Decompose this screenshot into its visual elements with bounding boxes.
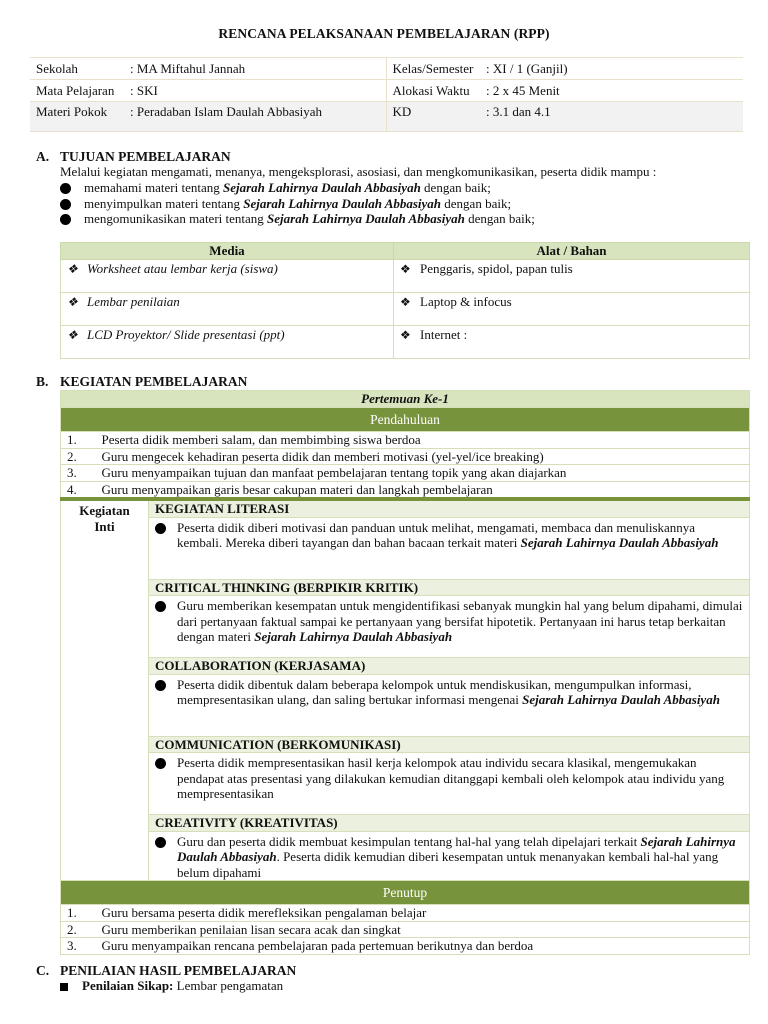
inti-body: Guru memberikan kesempatan untuk mengidentifikasi sebanyak mungkin hal yang belum dipahami, dimulai dari pertanyaan faktual sampai ke pertanyaan yang bersifat hipotetik. Pertanyaan ini harus tetap berkaitan dengan materi Sejarah Lahirnya Daulah Abbasiyah [149,596,750,658]
media-item: Lembar penilaian [87,294,180,309]
document-title: RENCANA PELAKSANAAN PEMBELAJARAN (RPP) [218,26,550,41]
identity-row [30,58,743,80]
section-a-heading [36,149,231,165]
step-text: Guru menyampaikan tujuan dan manfaat pembelajaran tentang topik yang akan diajarkan [96,465,750,482]
meeting-label: Pertemuan Ke-1 [61,391,750,408]
inti-subheading: KEGIATAN LITERASI [149,499,750,517]
alat-item: Penggaris, spidol, papan tulis [420,261,573,276]
assessment-item [60,978,283,994]
objectives-intro: Melalui kegiatan mengamati, menanya, mengeksplorasi, asosiasi, dan mengkomunikasikan, peserta didik mampu : [60,164,657,179]
identity-value: : MA Miftahul Jannah [124,58,386,80]
identity-row [30,102,743,132]
identity-value: : 3.1 dan 4.1 [480,102,743,132]
table-row [61,326,750,359]
table-row [61,905,750,922]
alat-item: Laptop & infocus [420,294,512,309]
activity-table [60,390,750,955]
inti-body: Peserta didik mempresentasikan hasil kerja kelompok atau individu secara klasikal, mengemukakan pendapat atas presentasi yang dilakukan kemudian ditanggapi kembali oleh kelompok atau individu yang mempresentasikan [149,753,750,815]
section-title: TUJUAN PEMBELAJARAN [60,149,231,164]
step-text: Guru bersama peserta didik merefleksikan pengalaman belajar [96,905,750,922]
table-row [61,938,750,955]
section-number: C. [36,963,50,978]
identity-label: KD [386,102,480,132]
bullet-icon [155,837,166,848]
identity-label: Materi Pokok [30,102,124,132]
diamond-bullet-icon: ❖ [67,328,78,342]
media-table [60,242,750,359]
table-row [61,481,750,499]
identity-label: Mata Pelajaran [30,80,124,102]
inti-body: Peserta didik dibentuk dalam beberapa kelompok untuk mendiskusikan, mengumpulkan informasi, mempresentasikan ulang, dan saling bertukar informasi mengenai Sejarah Lahirnya Daulah Abbasiyah [149,674,750,736]
step-number: 2. [61,921,96,938]
section-number: A. [36,149,50,164]
table-row [61,293,750,326]
inti-body: Peserta didik diberi motivasi dan panduan untuk melihat, mengamati, membaca dan menuliskannya kembali. Mereka diberi tayangan dan bahan bacaan terkait materi Sejarah Lahirnya Daulah Abbasiyah [149,517,750,579]
list-item: mengomunikasikan materi tentang Sejarah Lahirnya Daulah Abbasiyah dengan baik; [60,211,535,227]
kegiatan-inti-label: Kegiatan Inti [61,499,149,881]
table-row [61,465,750,482]
diamond-bullet-icon: ❖ [400,262,411,276]
section-c-heading [36,963,296,979]
bullet-icon [155,680,166,691]
inti-subheading: COLLABORATION (KERJASAMA) [149,658,750,675]
inti-body: Guru dan peserta didik membuat kesimpulan tentang hal-hal yang telah dipelajari terkait Sejarah Lahirnya Daulah Abbasiyah. Peserta didik kemudian diberi kesempatan untuk menanyakan kembali hal-hal yang belum dipahami [149,831,750,881]
inti-subheading: CRITICAL THINKING (BERPIKIR KRITIK) [149,579,750,596]
step-text: Guru memberikan penilaian lisan secara acak dan singkat [96,921,750,938]
alat-item: Internet : [420,327,468,342]
assessment-value: Lembar pengamatan [173,978,284,993]
step-number: 3. [61,465,96,482]
inti-subheading: COMMUNICATION (BERKOMUNIKASI) [149,736,750,753]
section-title: PENILAIAN HASIL PEMBELAJARAN [60,963,297,978]
step-number: 1. [61,905,96,922]
identity-table [30,57,743,132]
alat-header: Alat / Bahan [394,243,750,260]
media-item: Worksheet atau lembar kerja (siswa) [87,261,278,276]
list-item: menyimpulkan materi tentang Sejarah Lahirnya Daulah Abbasiyah dengan baik; [60,196,535,212]
list-item: memahami materi tentang Sejarah Lahirnya Daulah Abbasiyah dengan baik; [60,180,535,196]
bullet-icon [155,601,166,612]
section-number: B. [36,374,49,389]
diamond-bullet-icon: ❖ [67,262,78,276]
identity-value: : SKI [124,80,386,102]
bullet-icon [60,199,71,210]
step-number: 2. [61,448,96,465]
step-text: Guru menyampaikan garis besar cakupan materi dan langkah pembelajaran [96,481,750,499]
phase-penutup: Penutup [61,881,750,905]
identity-value: : 2 x 45 Menit [480,80,743,102]
bullet-icon [155,758,166,769]
table-row [61,260,750,293]
bullet-icon [60,214,71,225]
diamond-bullet-icon: ❖ [400,295,411,309]
inti-subheading: CREATIVITY (KREATIVITAS) [149,815,750,832]
step-number: 3. [61,938,96,955]
step-number: 1. [61,432,96,449]
section-b-heading [36,374,247,390]
media-header: Media [61,243,394,260]
step-text: Guru mengecek kehadiran peserta didik dan memberi motivasi (yel-yel/ice breaking) [96,448,750,465]
media-item: LCD Proyektor/ Slide presentasi (ppt) [87,327,285,342]
table-row [61,432,750,449]
assessment-label: Penilaian Sikap: [82,978,174,993]
identity-label: Alokasi Waktu [386,80,480,102]
objectives-list [60,180,535,227]
step-text: Peserta didik memberi salam, dan membimbing siswa berdoa [96,432,750,449]
diamond-bullet-icon: ❖ [400,328,411,342]
identity-label: Kelas/Semester [386,58,480,80]
table-row [61,448,750,465]
identity-value: : XI / 1 (Ganjil) [480,58,743,80]
phase-pendahuluan: Pendahuluan [61,408,750,432]
step-number: 4. [61,481,96,499]
table-row [61,921,750,938]
bullet-icon [155,523,166,534]
identity-row [30,80,743,102]
identity-label: Sekolah [30,58,124,80]
bullet-icon [60,183,71,194]
square-bullet-icon [60,983,68,991]
step-text: Guru menyampaikan rencana pembelajaran pada pertemuan berikutnya dan berdoa [96,938,750,955]
section-title: KEGIATAN PEMBELAJARAN [60,374,248,389]
diamond-bullet-icon: ❖ [67,295,78,309]
identity-value: : Peradaban Islam Daulah Abbasiyah [124,102,386,132]
